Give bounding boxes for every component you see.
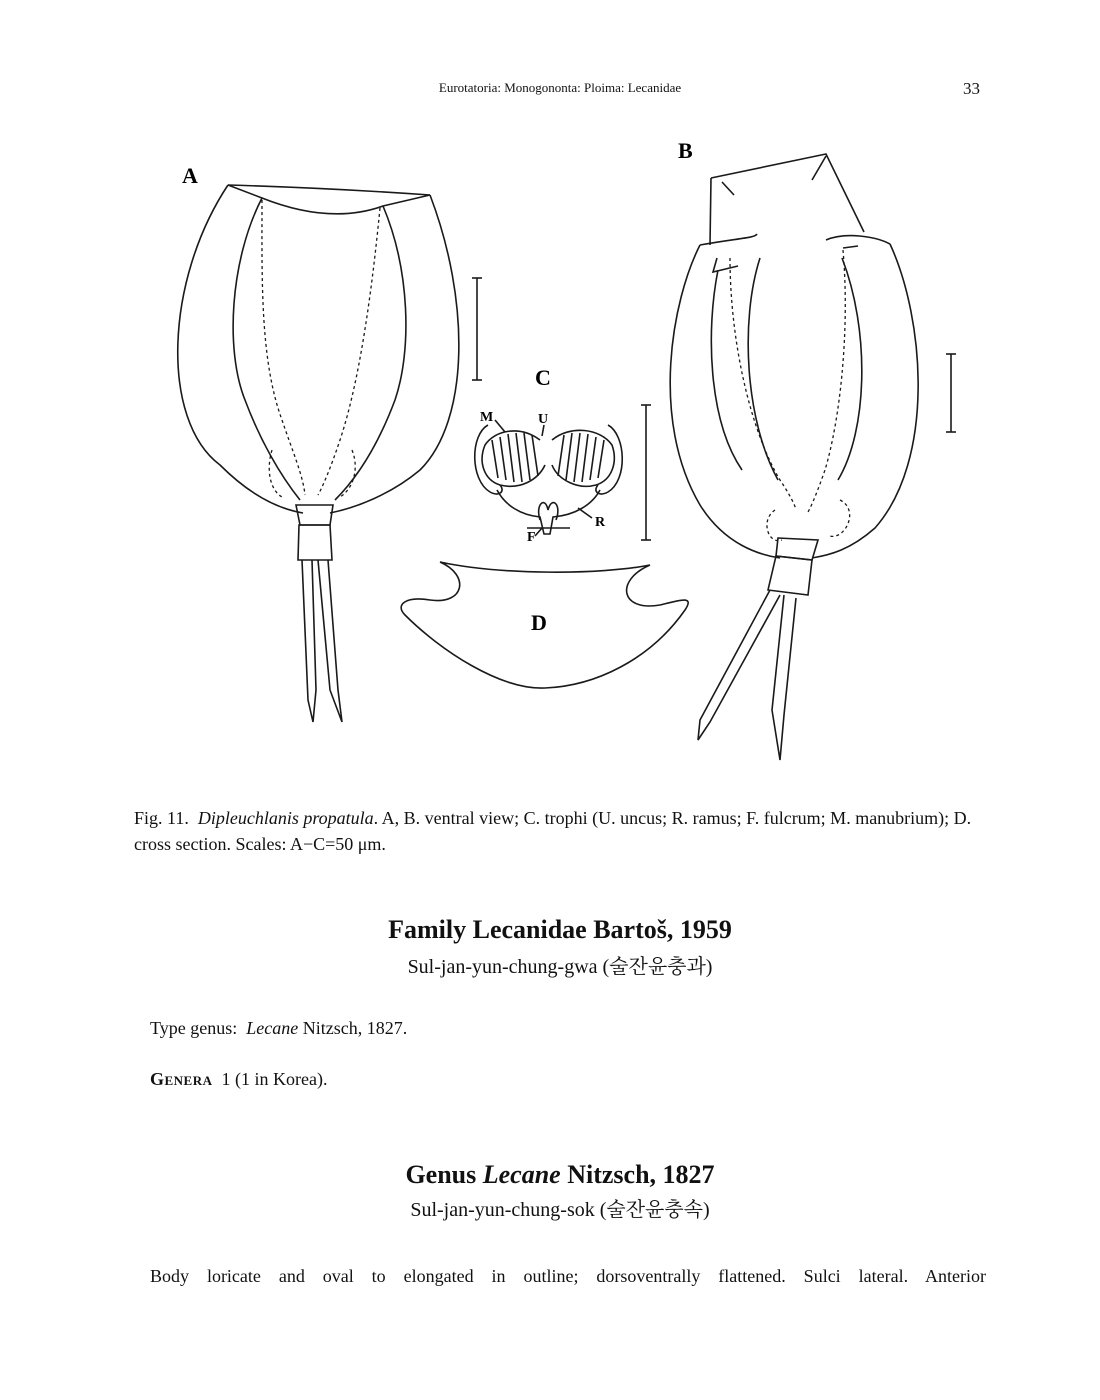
body-paragraph: Body loricate and oval to elongated in outline; dorsoventrally flattened. Sulci lateral. Anterior [150, 1266, 986, 1286]
trophi-label-u: U [538, 412, 549, 427]
type-genus-rest: Nitzsch, 1827. [298, 1018, 408, 1038]
genus-name: Lecane [482, 1160, 561, 1189]
trophi-label-m: M [480, 410, 494, 425]
genus-subtitle: Sul-jan-yun-chung-sok (술잔윤충속) [410, 1199, 710, 1221]
type-genus-name: Lecane [246, 1018, 299, 1038]
panel-label-b: B [678, 138, 693, 163]
running-head: Eurotatoria: Monogononta: Ploima: Lecanidae [438, 80, 682, 95]
type-genus-label: Type genus: [150, 1018, 238, 1038]
trophi-label-f: F [527, 530, 536, 545]
page-number: 33 [963, 79, 980, 98]
genus-suffix: Nitzsch, 1827 [560, 1160, 715, 1189]
genus-title [0, 1160, 1100, 1190]
figure-caption [134, 805, 994, 857]
genera-value: 1 (1 in Korea). [221, 1069, 328, 1089]
panel-b-drawing [670, 154, 918, 760]
trophi-label-r: R [595, 515, 606, 530]
type-genus-line [150, 1018, 407, 1039]
panel-label-a: A [182, 163, 198, 188]
family-subtitle: Sul-jan-yun-chung-gwa (술잔윤충과) [407, 956, 713, 978]
panel-label-d: D [531, 610, 547, 635]
panel-label-c: C [535, 365, 551, 390]
panel-a-drawing [178, 185, 459, 722]
caption-text: . A, B. ventral view; C. trophi (U. uncus; R. ramus; F. fulcrum; M. manubrium); D. cross section. Scales: A−C=50 μm. [134, 808, 972, 854]
genera-line [150, 1069, 327, 1090]
genus-prefix: Genus [405, 1160, 483, 1189]
caption-fig-number: Fig. 11. [134, 808, 189, 828]
family-title: Family Lecanidae Bartoš, 1959 [388, 915, 732, 944]
caption-species: Dipleuchlanis propatula [197, 808, 374, 828]
genera-label: Genera [150, 1069, 213, 1089]
